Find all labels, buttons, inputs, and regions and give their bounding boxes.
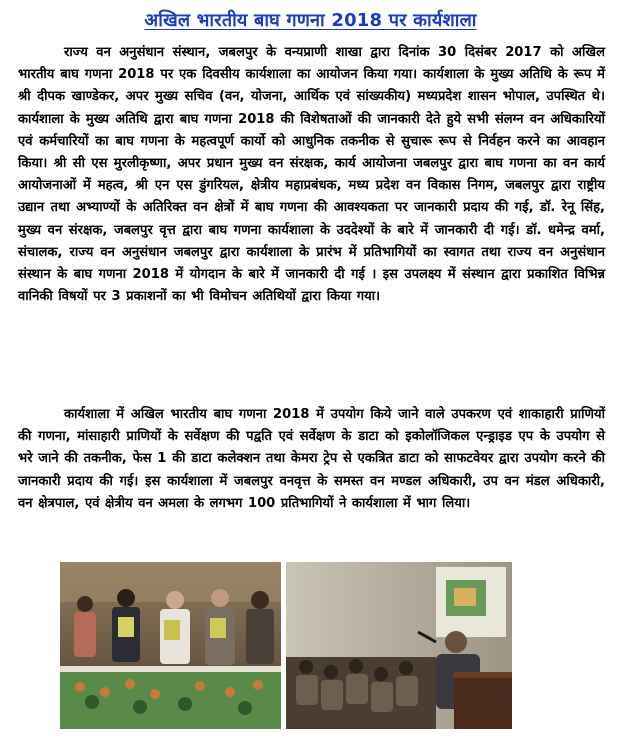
photo-speaker-at-podium xyxy=(286,562,512,729)
photo-publication-release-image xyxy=(60,562,281,729)
page-title: अखिल भारतीय बाघ गणना 2018 पर कार्यशाला xyxy=(144,10,477,31)
photo-publication-release xyxy=(60,562,281,729)
paragraph-1: राज्य वन अनुसंधान संस्थान, जबलपुर के वन्यप्राणी शाखा द्वारा दिनांक 30 दिसंबर 2017 को अखिल भारतीय बाघ गणना 2018 पर एक दिवसीय कार्यशाला का आयोजन किया गया। कार्यशाला के मुख्य अतिथि के रूप में श्री दीपक खाण्डेकर, अपर मुख्य सचिव (वन, योजना, आर्थिक एवं सांख्यकीय) मध्यप्रदेश शासन भोपाल, उपस्थित थे। कार्यशाला के मुख्य अतिथि द्वारा बाघ गणना 2018 की विशेषताओं की जानकारी देते हुये सभी संलग्न वन अधिकारियों एवं कर्मचारियों का बाघ गणना के महत्वपूर्ण कार्यो को आधुनिक तकनीक से सुचारू रूप से निर्वहन करने का आवहान किया। श्री सी एस मुरलीकृष्णा, अपर प्रधान मुख्य वन संरक्षक, कार्य आयोजना जबलपुर द्वारा बाघ गणना का वन कार्य आयोजनाओं में महत्व, श्री एन एस डुंगरियल, क्षेत्रीय महाप्रबंधक, मध्य प्रदेश वन विकास निगम, जबलपुर द्वारा राष्ट्रीय उद्यान तथा अभ्याण्यों के अतिरिक्त वन क्षेत्रों में बाघ गणना की आवश्यकता पर जानकारी प्रदाय की गई, डॉ. रेनू सिंह, मुख्य वन संरक्षक, जबलपुर वृत्त द्वारा बाघ गणना कार्यशाला के उददेश्यों के बारे में जानकारी दी गई। डॉ. धमेन्द्र वर्मा, संचालक, राज्य वन अनुसंधान जबलपुर द्वारा कार्यशाला के प्रारंभ में प्रतिभागियों का स्वागत तथा राज्य वन अनुसंधान संस्थान के बाघ गणना 2018 में योगदान के बारे में जानकारी दी गई । इस उपलक्ष्य में संस्थान द्वारा प्रकाशित विभिन्न वानिकी विषयों पर 3 प्रकाशनों का भी विमोचन अतिथियों द्वारा किया गया। xyxy=(18,45,605,305)
photo-speaker-at-podium-image xyxy=(286,562,512,729)
paragraph-2: कार्यशाला में अखिल भारतीय बाघ गणना 2018 में उपयोग किये जाने वाले उपकरण एवं शाकाहारी प्राणियों की गणना, मांसाहारी प्राणियों के सर्वेक्षण की पद्वति एवं सर्वेक्षण के डाटा को इकोलॉजिकल एन्ड्राइड एप के उपयोग से भरे जाने की तकनीक, फेस 1 की डाटा कलेक्शन तथा केमरा ट्रेप से एकत्रित डाटा को साफटवेयर द्वारा उपयोग करने की जानकारी प्रदाय की गई। इस कार्यशाला में जबलपुर वनवृत्त के समस्त वन मण्डल अधिकारी, उप वन मंडल अधिकारी, वन क्षेत्रपाल, एवं क्षेत्रीय वन अमला के लगभग 100 प्रतिभागियों ने कार्यशाला में भाग लिया। xyxy=(18,407,605,511)
